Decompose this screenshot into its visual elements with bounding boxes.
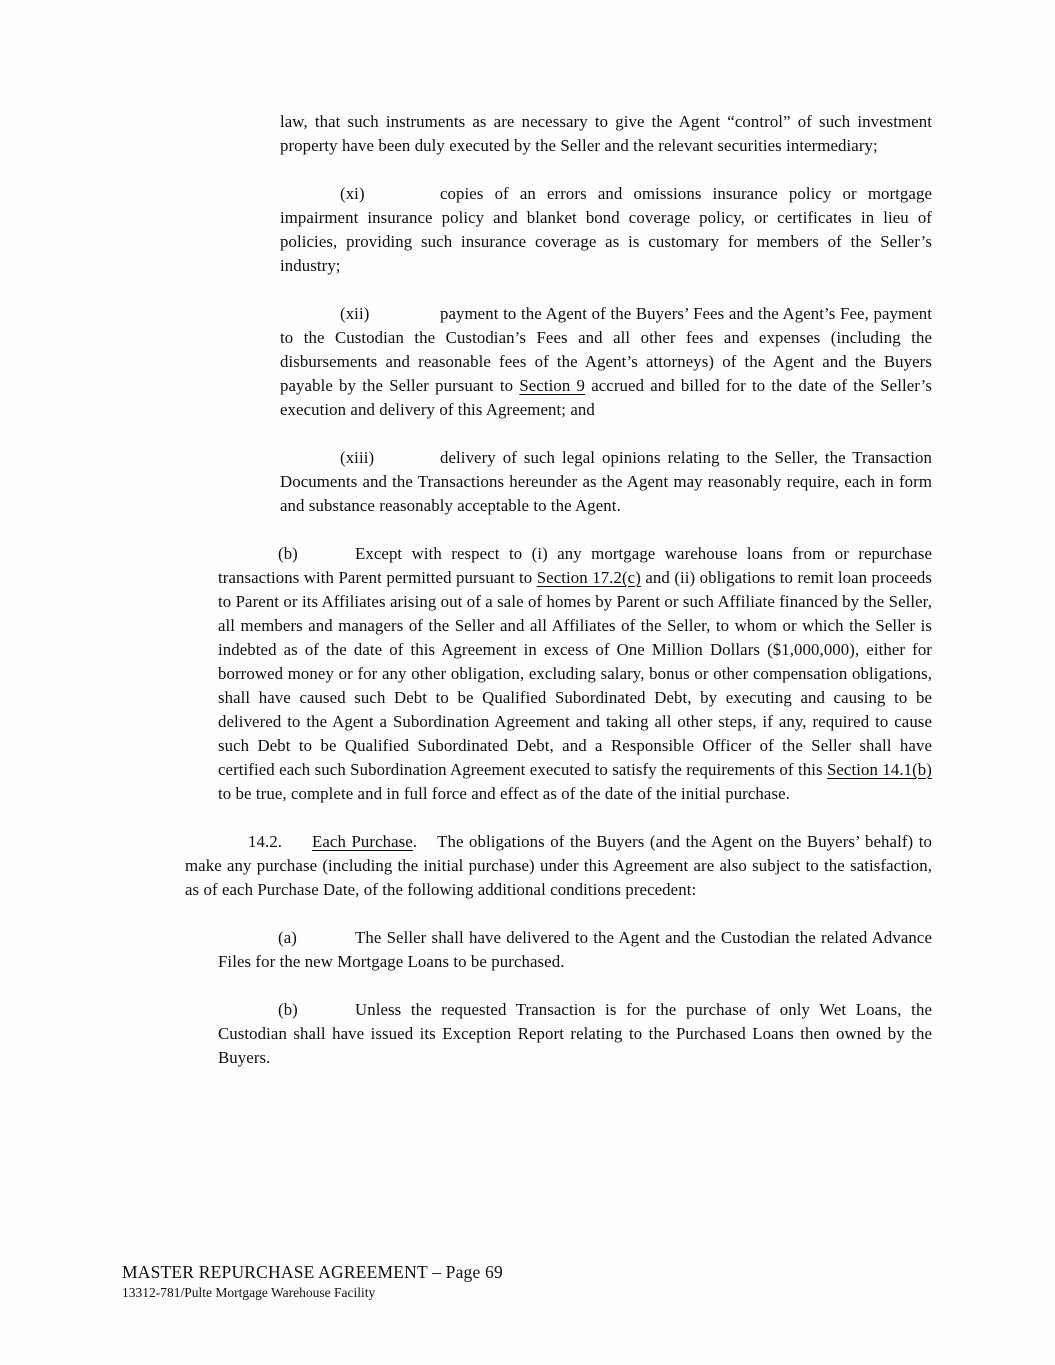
paragraph-text: copies of an errors and omissions insurance policy or mortgage impairment insurance policy and blanket bond coverage policy, or certificates in lieu of policies, providing such insurance coverage as is customary for members of the Seller’s industry; [280, 184, 932, 275]
paragraph [280, 110, 932, 158]
paragraph-text: Except with respect to (i) any mortgage warehouse loans from or repurchase transactions with Parent permitted pursuant to [218, 544, 932, 587]
paragraph-text: accrued and billed for to the date of the Seller’s execution and delivery of this Agreement; and [280, 376, 932, 419]
page-footer [122, 1261, 503, 1301]
paragraph [185, 830, 932, 902]
paragraph-text: . [412, 832, 418, 851]
section-reference: Section 14.1(b) [826, 760, 932, 779]
paragraph [218, 998, 932, 1070]
paragraph-number: (xiii) [340, 448, 375, 467]
paragraph [280, 446, 932, 518]
paragraph-text: The Seller shall have delivered to the Agent and the Custodian the related Advance Files for the new Mortgage Loans to be purchased. [218, 928, 932, 971]
paragraph [218, 926, 932, 974]
section-reference: Each Purchase [312, 832, 413, 851]
footer-document-title: MASTER REPURCHASE AGREEMENT – Page 69 [122, 1262, 503, 1282]
paragraph-text: law, that such instruments as are necessary to give the Agent “control” of such investment property have been duly executed by the Seller and the relevant securities intermediary; [280, 112, 932, 155]
paragraph-number: (b) [278, 1000, 298, 1019]
tab-space [417, 830, 437, 854]
paragraph [218, 542, 932, 806]
paragraph-number: (a) [278, 928, 297, 947]
document-body [185, 110, 932, 1070]
paragraph [280, 302, 932, 422]
paragraph-text: payment to the Agent of the Buyers’ Fees and the Agent’s Fee, payment to the Custodian the Custodian’s Fees and all other fees and expenses (including the disbursements and reasonable fees of the Agent’s attorneys) of the Agent and the Buyers payable by the Seller pursuant to [280, 304, 932, 395]
paragraph-text: to be true, complete and in full force and effect as of the date of the initial purchase. [218, 784, 790, 803]
paragraph-number: (xii) [340, 304, 370, 323]
paragraph-text: Unless the requested Transaction is for the purchase of only Wet Loans, the Custodian shall have issued its Exception Report relating to the Purchased Loans then owned by the Buyers. [218, 1000, 932, 1067]
section-reference: Section 9 [519, 376, 586, 395]
paragraph-number: (b) [278, 544, 298, 563]
paragraph-text: The obligations of the Buyers (and the Agent on the Buyers’ behalf) to make any purchase (including the initial purchase) under this Agreement are also subject to the satisfaction, as of each Purchase Date, of the following additional conditions precedent: [185, 832, 932, 899]
section-reference: Section 17.2(c) [536, 568, 641, 587]
paragraph [280, 182, 932, 278]
paragraph-text: delivery of such legal opinions relating to the Seller, the Transaction Documents and the Transactions hereunder as the Agent may reasonably require, each in form and substance reasonably acceptable to the Agent. [280, 448, 932, 515]
paragraph-number: (xi) [340, 184, 365, 203]
paragraph-number: 14.2. [248, 832, 283, 851]
paragraph-text: and (ii) obligations to remit loan proceeds to Parent or its Affiliates arising out of a sale of homes by Parent or such Affiliate financed by the Seller, all members and managers of the Seller and all Affiliates of the Seller, to whom or which the Seller is indebted as of the date of this Agreement in excess of One Million Dollars ($1,000,000), either for borrowed money or for any other obligation, excluding salary, bonus or other compensation obligations, shall have caused such Debt to be Qualified Subordinated Debt, by executing and causing to be delivered to the Agent a Subordination Agreement and taking all other steps, if any, required to cause such Debt to be Qualified Subordinated Debt, and a Responsible Officer of the Seller shall have certified each such Subordination Agreement executed to satisfy the requirements of this [218, 568, 932, 779]
footer-matter-reference: 13312-781/Pulte Mortgage Warehouse Facility [122, 1285, 376, 1300]
